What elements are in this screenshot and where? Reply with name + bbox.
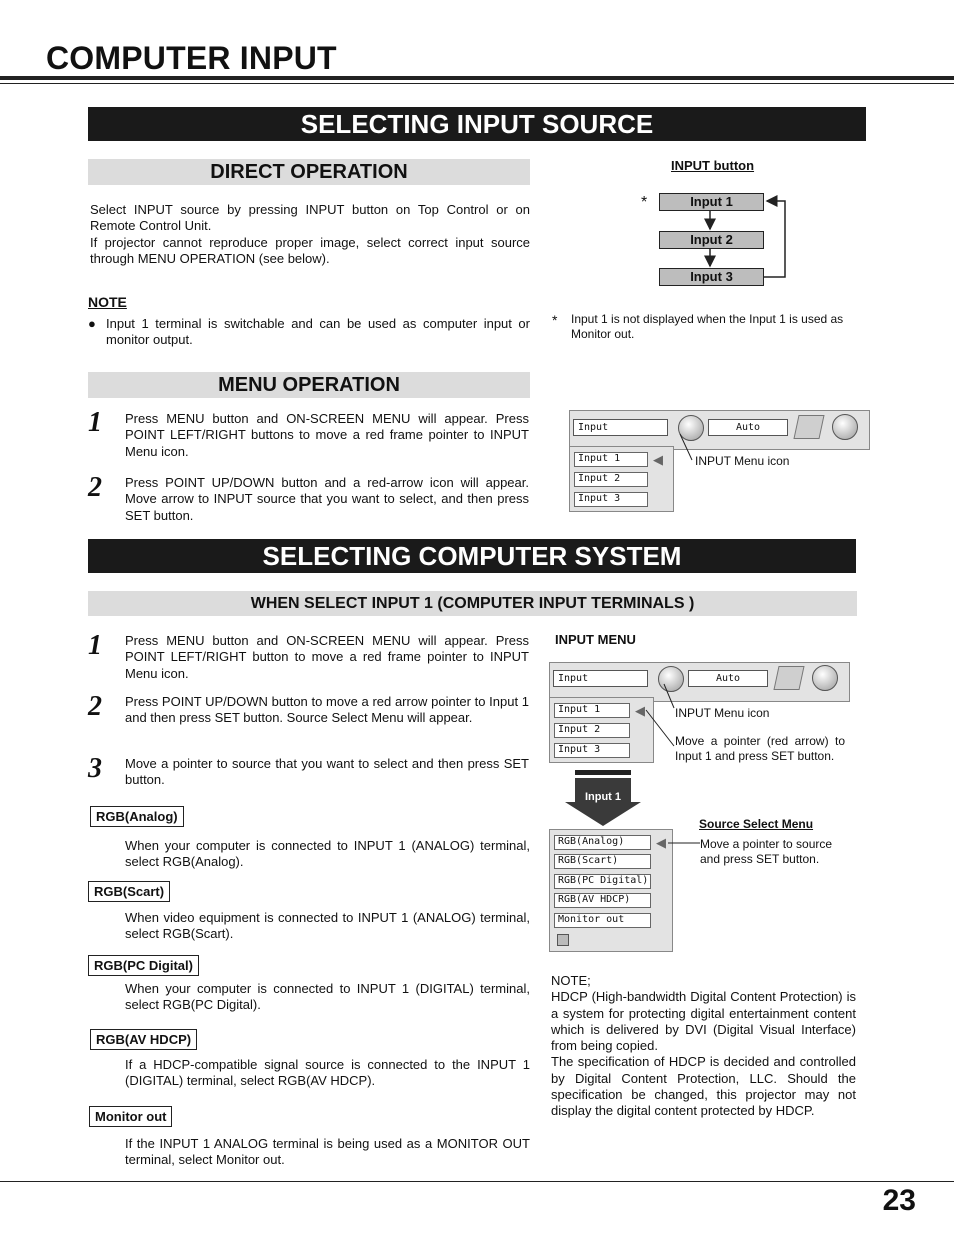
- page-title: COMPUTER INPUT: [46, 40, 337, 76]
- option-desc-rgb-scart: When video equipment is connected to INPUT 1 (ANALOG) terminal, select RGB(Scart).: [125, 910, 530, 942]
- option-label-rgb-analog: RGB(Analog): [90, 806, 184, 827]
- direct-operation-text: [90, 202, 530, 267]
- pointer-callout: Move a pointer (red arrow) to Input 1 and press SET button.: [675, 734, 845, 763]
- step-number: 2: [88, 691, 102, 722]
- direct-operation-heading: DIRECT OPERATION: [88, 159, 530, 185]
- settings-icon: [773, 666, 804, 690]
- hdcp-note-para-1: HDCP (High-bandwidth Digital Content Protection) is a system for protecting digital entertainment content which is delivered by DVI (Digital Visual Interface) from being copied.: [551, 989, 856, 1054]
- input-menu-label: INPUT MENU: [555, 632, 636, 647]
- input-menu-icon-callout: INPUT Menu icon: [695, 454, 790, 468]
- asterisk-mark: *: [641, 194, 648, 211]
- hdcp-note-para-2: The specification of HDCP is decided and controlled by Digital Content Protection, LLC. Should the specification be changed, this projector may not display the digital content protected by HDCP.: [551, 1054, 856, 1119]
- option-label-rgb-scart: RGB(Scart): [88, 881, 170, 902]
- auto-field: Auto: [708, 419, 788, 436]
- callout-line: [660, 430, 700, 465]
- step-number: 1: [88, 630, 102, 661]
- settings-icon: [793, 415, 824, 439]
- auto-field: Auto: [688, 670, 768, 687]
- callout-lines: [640, 680, 685, 770]
- option-desc-rgb-av-hdcp: If a HDCP-compatible signal source is connected to the INPUT 1 (DIGITAL) terminal, select RGB(AV HDCP).: [125, 1057, 530, 1089]
- source-callout-line: [664, 836, 704, 851]
- exit-icon: [557, 934, 569, 946]
- input-1-button: Input 1: [659, 193, 764, 211]
- direct-para-1: Select INPUT source by pressing INPUT button on Top Control or on Remote Control Unit.: [90, 202, 530, 234]
- note-heading: NOTE: [88, 294, 127, 310]
- red-arrow-pointer-icon: ◀: [653, 452, 663, 467]
- step-number: 2: [88, 472, 102, 503]
- menu-item-input-1: Input 1: [554, 703, 630, 718]
- source-item-rgb-av-hdcp: RGB(AV HDCP): [554, 893, 651, 908]
- source-item-rgb-analog: RGB(Analog): [554, 835, 651, 850]
- menu-step-1-text: Press MENU button and ON-SCREEN MENU will appear. Press POINT LEFT/RIGHT buttons to move a red frame pointer to INPUT Menu icon.: [125, 411, 529, 459]
- footnote-text: Input 1 is not displayed when the Input 1 is used as Monitor out.: [571, 312, 844, 341]
- arrow-label: Input 1: [584, 791, 622, 803]
- menu-item-input-2: Input 2: [554, 723, 630, 738]
- menu-item-input-3: Input 3: [554, 743, 630, 758]
- title-rule-thin: [0, 83, 954, 84]
- input-3-button: Input 3: [659, 268, 764, 286]
- title-rule: [0, 76, 954, 80]
- section-title-computer-system: SELECTING COMPUTER SYSTEM: [88, 539, 856, 573]
- note-bullet: ●: [88, 316, 96, 331]
- step-number: 3: [88, 753, 102, 784]
- system-step-2-text: Press POINT UP/DOWN button to move a red arrow pointer to Input 1 and then press SET button. Source Select Menu will appear.: [125, 694, 529, 726]
- source-select-menu-label: Source Select Menu: [699, 817, 814, 831]
- input-button-label: INPUT button: [671, 158, 755, 173]
- system-step-1-text: Press MENU button and ON-SCREEN MENU will appear. Press POINT LEFT/RIGHT button to move a red frame pointer to INPUT Menu icon.: [125, 633, 529, 681]
- menu-item-input-2: Input 2: [574, 472, 648, 487]
- input-field: Input: [573, 419, 668, 436]
- note-text: Input 1 terminal is switchable and can be used as computer input or monitor output.: [106, 316, 530, 348]
- hdcp-note-heading: NOTE;: [551, 973, 591, 988]
- source-select-callout: Move a pointer to source and press SET button.: [700, 837, 833, 866]
- footer-rule: [0, 1181, 954, 1182]
- hdcp-note: [551, 973, 856, 1120]
- input-cycle-arrows: [640, 190, 800, 290]
- direct-para-2: If projector cannot reproduce proper image, select correct input source through MENU OPERATION (see below).: [90, 234, 530, 266]
- section-title-input-source: SELECTING INPUT SOURCE: [88, 107, 866, 141]
- source-item-rgb-pc-digital: RGB(PC Digital): [554, 874, 651, 889]
- option-desc-rgb-analog: When your computer is connected to INPUT 1 (ANALOG) terminal, select RGB(Analog).: [125, 838, 530, 870]
- input-1-subheading: WHEN SELECT INPUT 1 (COMPUTER INPUT TERMINALS ): [88, 591, 857, 616]
- source-item-rgb-scart: RGB(Scart): [554, 854, 651, 869]
- option-label-rgb-av-hdcp: RGB(AV HDCP): [90, 1029, 197, 1050]
- trash-icon: [832, 414, 858, 440]
- option-label-monitor-out: Monitor out: [89, 1106, 172, 1127]
- input-field: Input: [553, 670, 648, 687]
- menu-item-input-3: Input 3: [574, 492, 648, 507]
- input-menu-icon-callout: INPUT Menu icon: [675, 706, 770, 720]
- option-label-rgb-pc-digital: RGB(PC Digital): [88, 955, 199, 976]
- source-item-monitor-out: Monitor out: [554, 913, 651, 928]
- menu-operation-heading: MENU OPERATION: [88, 372, 530, 398]
- trash-icon: [812, 665, 838, 691]
- option-desc-monitor-out: If the INPUT 1 ANALOG terminal is being used as a MONITOR OUT terminal, select Monitor out.: [125, 1136, 530, 1168]
- footnote-mark: *: [552, 312, 558, 328]
- input-2-button: Input 2: [659, 231, 764, 249]
- option-desc-rgb-pc-digital: When your computer is connected to INPUT 1 (DIGITAL) terminal, select RGB(PC Digital).: [125, 981, 530, 1013]
- menu-item-input-1: Input 1: [574, 452, 648, 467]
- step-number: 1: [88, 407, 102, 438]
- page-number: 23: [882, 1184, 916, 1217]
- red-arrow-pointer-icon: ◀: [635, 703, 645, 718]
- system-step-3-text: Move a pointer to source that you want to select and then press SET button.: [125, 756, 529, 788]
- source-pointer-icon: ◀: [656, 835, 666, 850]
- menu-step-2-text: Press POINT UP/DOWN button and a red-arrow icon will appear. Move arrow to INPUT source that you want to select, and then press SET button.: [125, 475, 529, 523]
